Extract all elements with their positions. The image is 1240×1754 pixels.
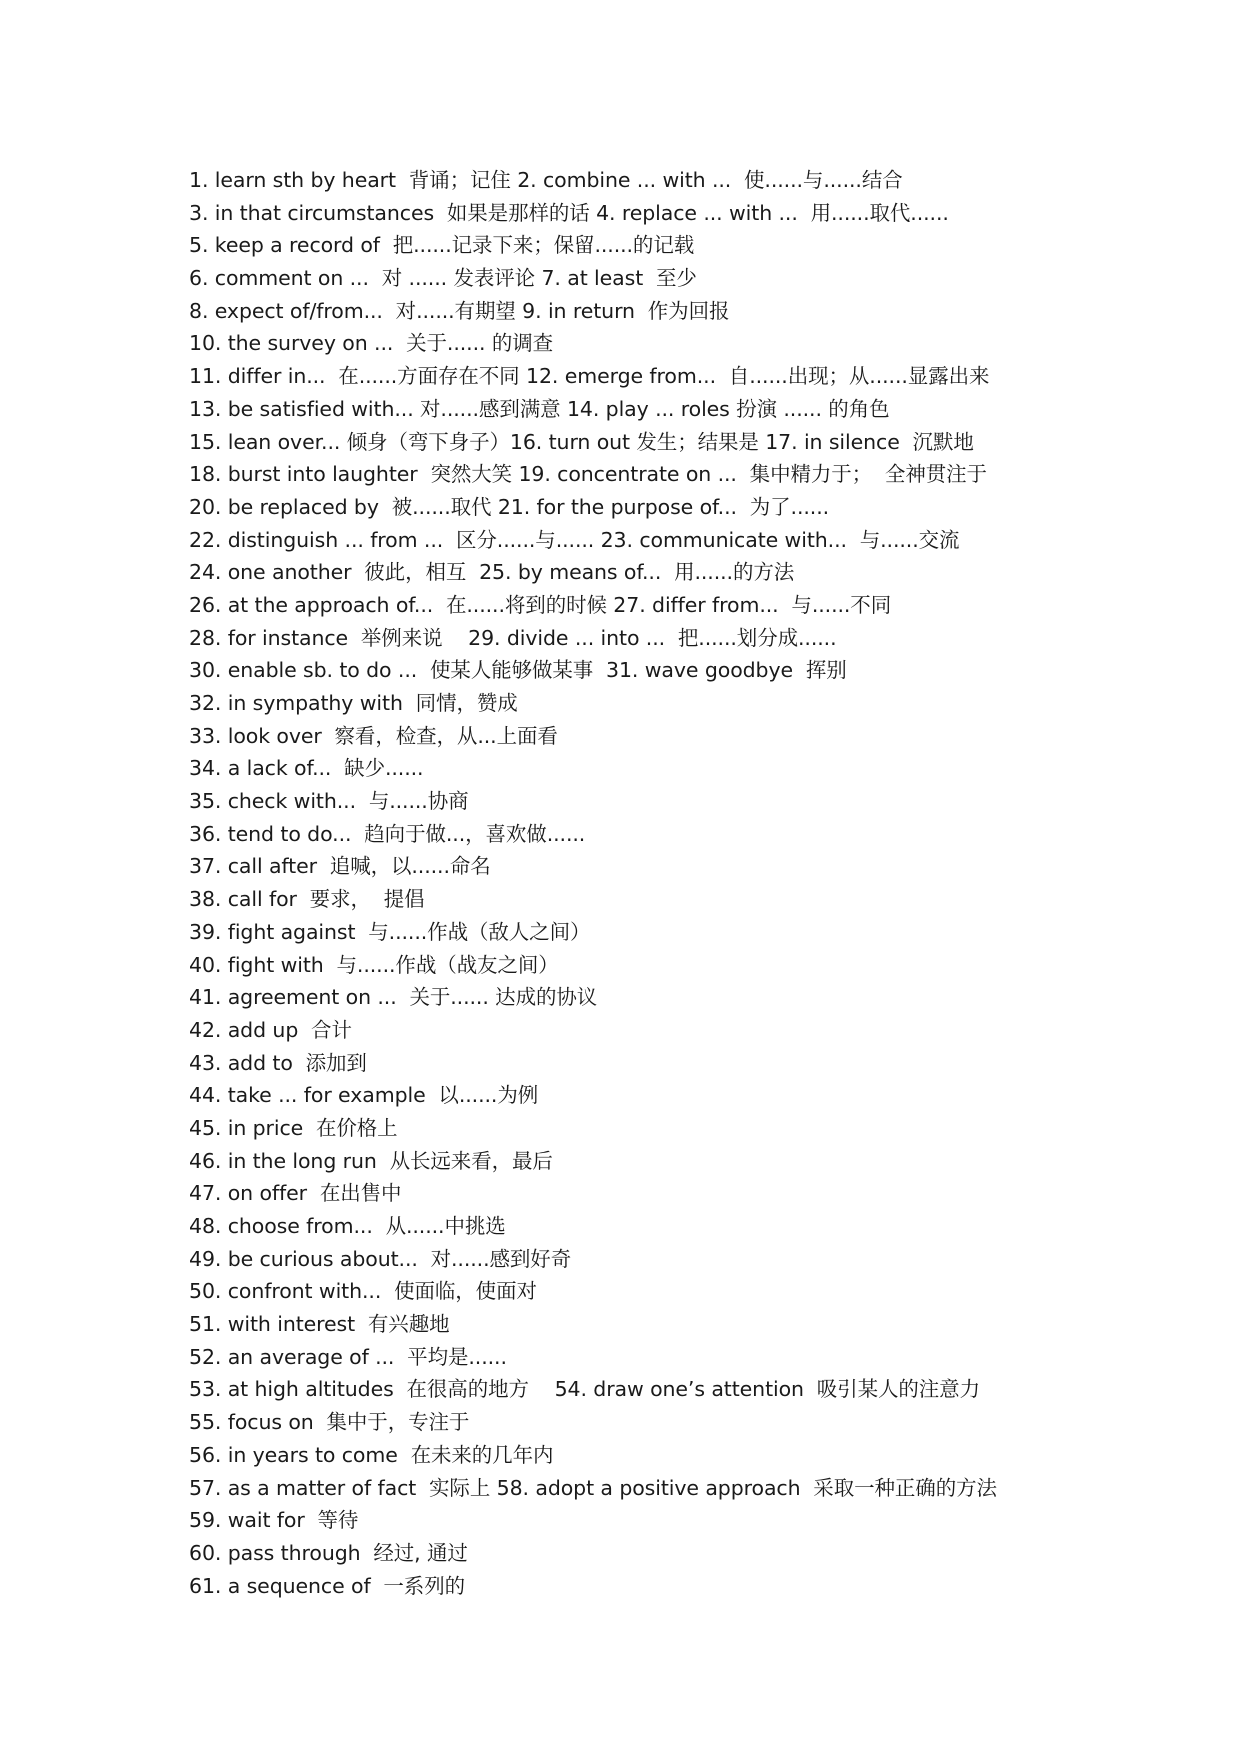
phrase-line: 11. differ in... 在......方面存在不同 12. emerge from... 自......出现；从......显露出来 [189, 364, 990, 389]
phrase-line: 18. burst into laughter 突然大笑 19. concentrate on ... 集中精力于； 全神贯注于 [189, 462, 987, 487]
phrase-line: 38. call for 要求， 提倡 [189, 887, 425, 912]
phrase-line: 1. learn sth by heart 背诵；记住 2. combine ... with ... 使......与......结合 [189, 168, 903, 192]
phrase-line: 36. tend to do... 趋向于做...，喜欢做...... [189, 821, 586, 846]
phrase-line: 43. add to 添加到 [189, 1050, 367, 1075]
phrase-line: 22. distinguish ... from ... 区分......与...... 23. communicate with... 与......交流 [189, 527, 960, 552]
phrase-line: 55. focus on 集中于，专注于 [189, 1410, 470, 1435]
phrase-line: 39. fight against 与......作战（敌人之间） [189, 919, 591, 944]
phrase-line: 26. at the approach of... 在......将到的时候 27. differ from... 与......不同 [189, 592, 892, 617]
phrase-line: 53. at high altitudes 在很高的地方 54. draw one’s attention 吸引某人的注意力 [189, 1377, 980, 1402]
phrase-line: 51. with interest 有兴趣地 [189, 1312, 450, 1337]
phrase-line: 46. in the long run 从长远来看，最后 [189, 1148, 553, 1173]
phrase-line: 13. be satisfied with... 对......感到满意 14. play ... roles 扮演 ...... 的角色 [189, 396, 890, 421]
phrase-line: 59. wait for 等待 [189, 1508, 359, 1533]
phrase-line: 60. pass through 经过, 通过 [189, 1540, 468, 1565]
phrase-line: 52. an average of ... 平均是...... [189, 1344, 507, 1369]
phrase-line: 33. look over 察看，检查，从...上面看 [189, 723, 558, 748]
phrase-line: 42. add up 合计 [189, 1017, 352, 1042]
phrase-list [189, 164, 1189, 1602]
phrase-line: 41. agreement on ... 关于...... 达成的协议 [189, 985, 598, 1010]
phrase-line: 45. in price 在价格上 [189, 1115, 398, 1140]
phrase-line: 15. lean over... 倾身（弯下身子）16. turn out 发生；结果是 17. in silence 沉默地 [189, 429, 974, 454]
phrase-line: 57. as a matter of fact 实际上 58. adopt a positive approach 采取一种正确的方法 [189, 1475, 997, 1500]
phrase-line: 8. expect of/from... 对......有期望 9. in return 作为回报 [189, 298, 730, 323]
phrase-line: 32. in sympathy with 同情，赞成 [189, 691, 518, 715]
phrase-line: 20. be replaced by 被......取代 21. for the purpose of... 为了...... [189, 494, 830, 519]
phrase-line: 28. for instance 举例来说 29. divide ... into ... 把......划分成...... [189, 625, 837, 650]
phrase-line: 47. on offer 在出售中 [189, 1181, 402, 1206]
phrase-line: 10. the survey on ... 关于...... 的调查 [189, 331, 554, 356]
phrase-line: 35. check with... 与......协商 [189, 789, 469, 814]
phrase-line: 30. enable sb. to do ... 使某人能够做某事 31. wave goodbye 挥别 [189, 658, 847, 683]
phrase-line: 61. a sequence of 一系列的 [189, 1573, 465, 1598]
phrase-line: 50. confront with... 使面临，使面对 [189, 1279, 537, 1304]
phrase-line: 37. call after 追喊，以......命名 [189, 854, 491, 879]
phrase-line: 44. take ... for example 以......为例 [189, 1083, 539, 1108]
phrase-line: 6. comment on ... 对 ...... 发表评论 7. at least 至少 [189, 266, 697, 291]
phrase-line: 40. fight with 与......作战（战友之间） [189, 952, 559, 977]
phrase-line: 5. keep a record of 把......记录下来；保留......的记载 [189, 233, 695, 258]
phrase-line: 48. choose from... 从......中挑选 [189, 1214, 506, 1238]
phrase-line: 24. one another 彼此，相互 25. by means of... 用......的方法 [189, 560, 795, 585]
phrase-line: 34. a lack of... 缺少...... [189, 756, 424, 781]
phrase-line: 49. be curious about... 对......感到好奇 [189, 1246, 572, 1271]
phrase-line: 56. in years to come 在未来的几年内 [189, 1442, 554, 1467]
phrase-line: 3. in that circumstances 如果是那样的话 4. replace ... with ... 用......取代...... [189, 200, 949, 225]
